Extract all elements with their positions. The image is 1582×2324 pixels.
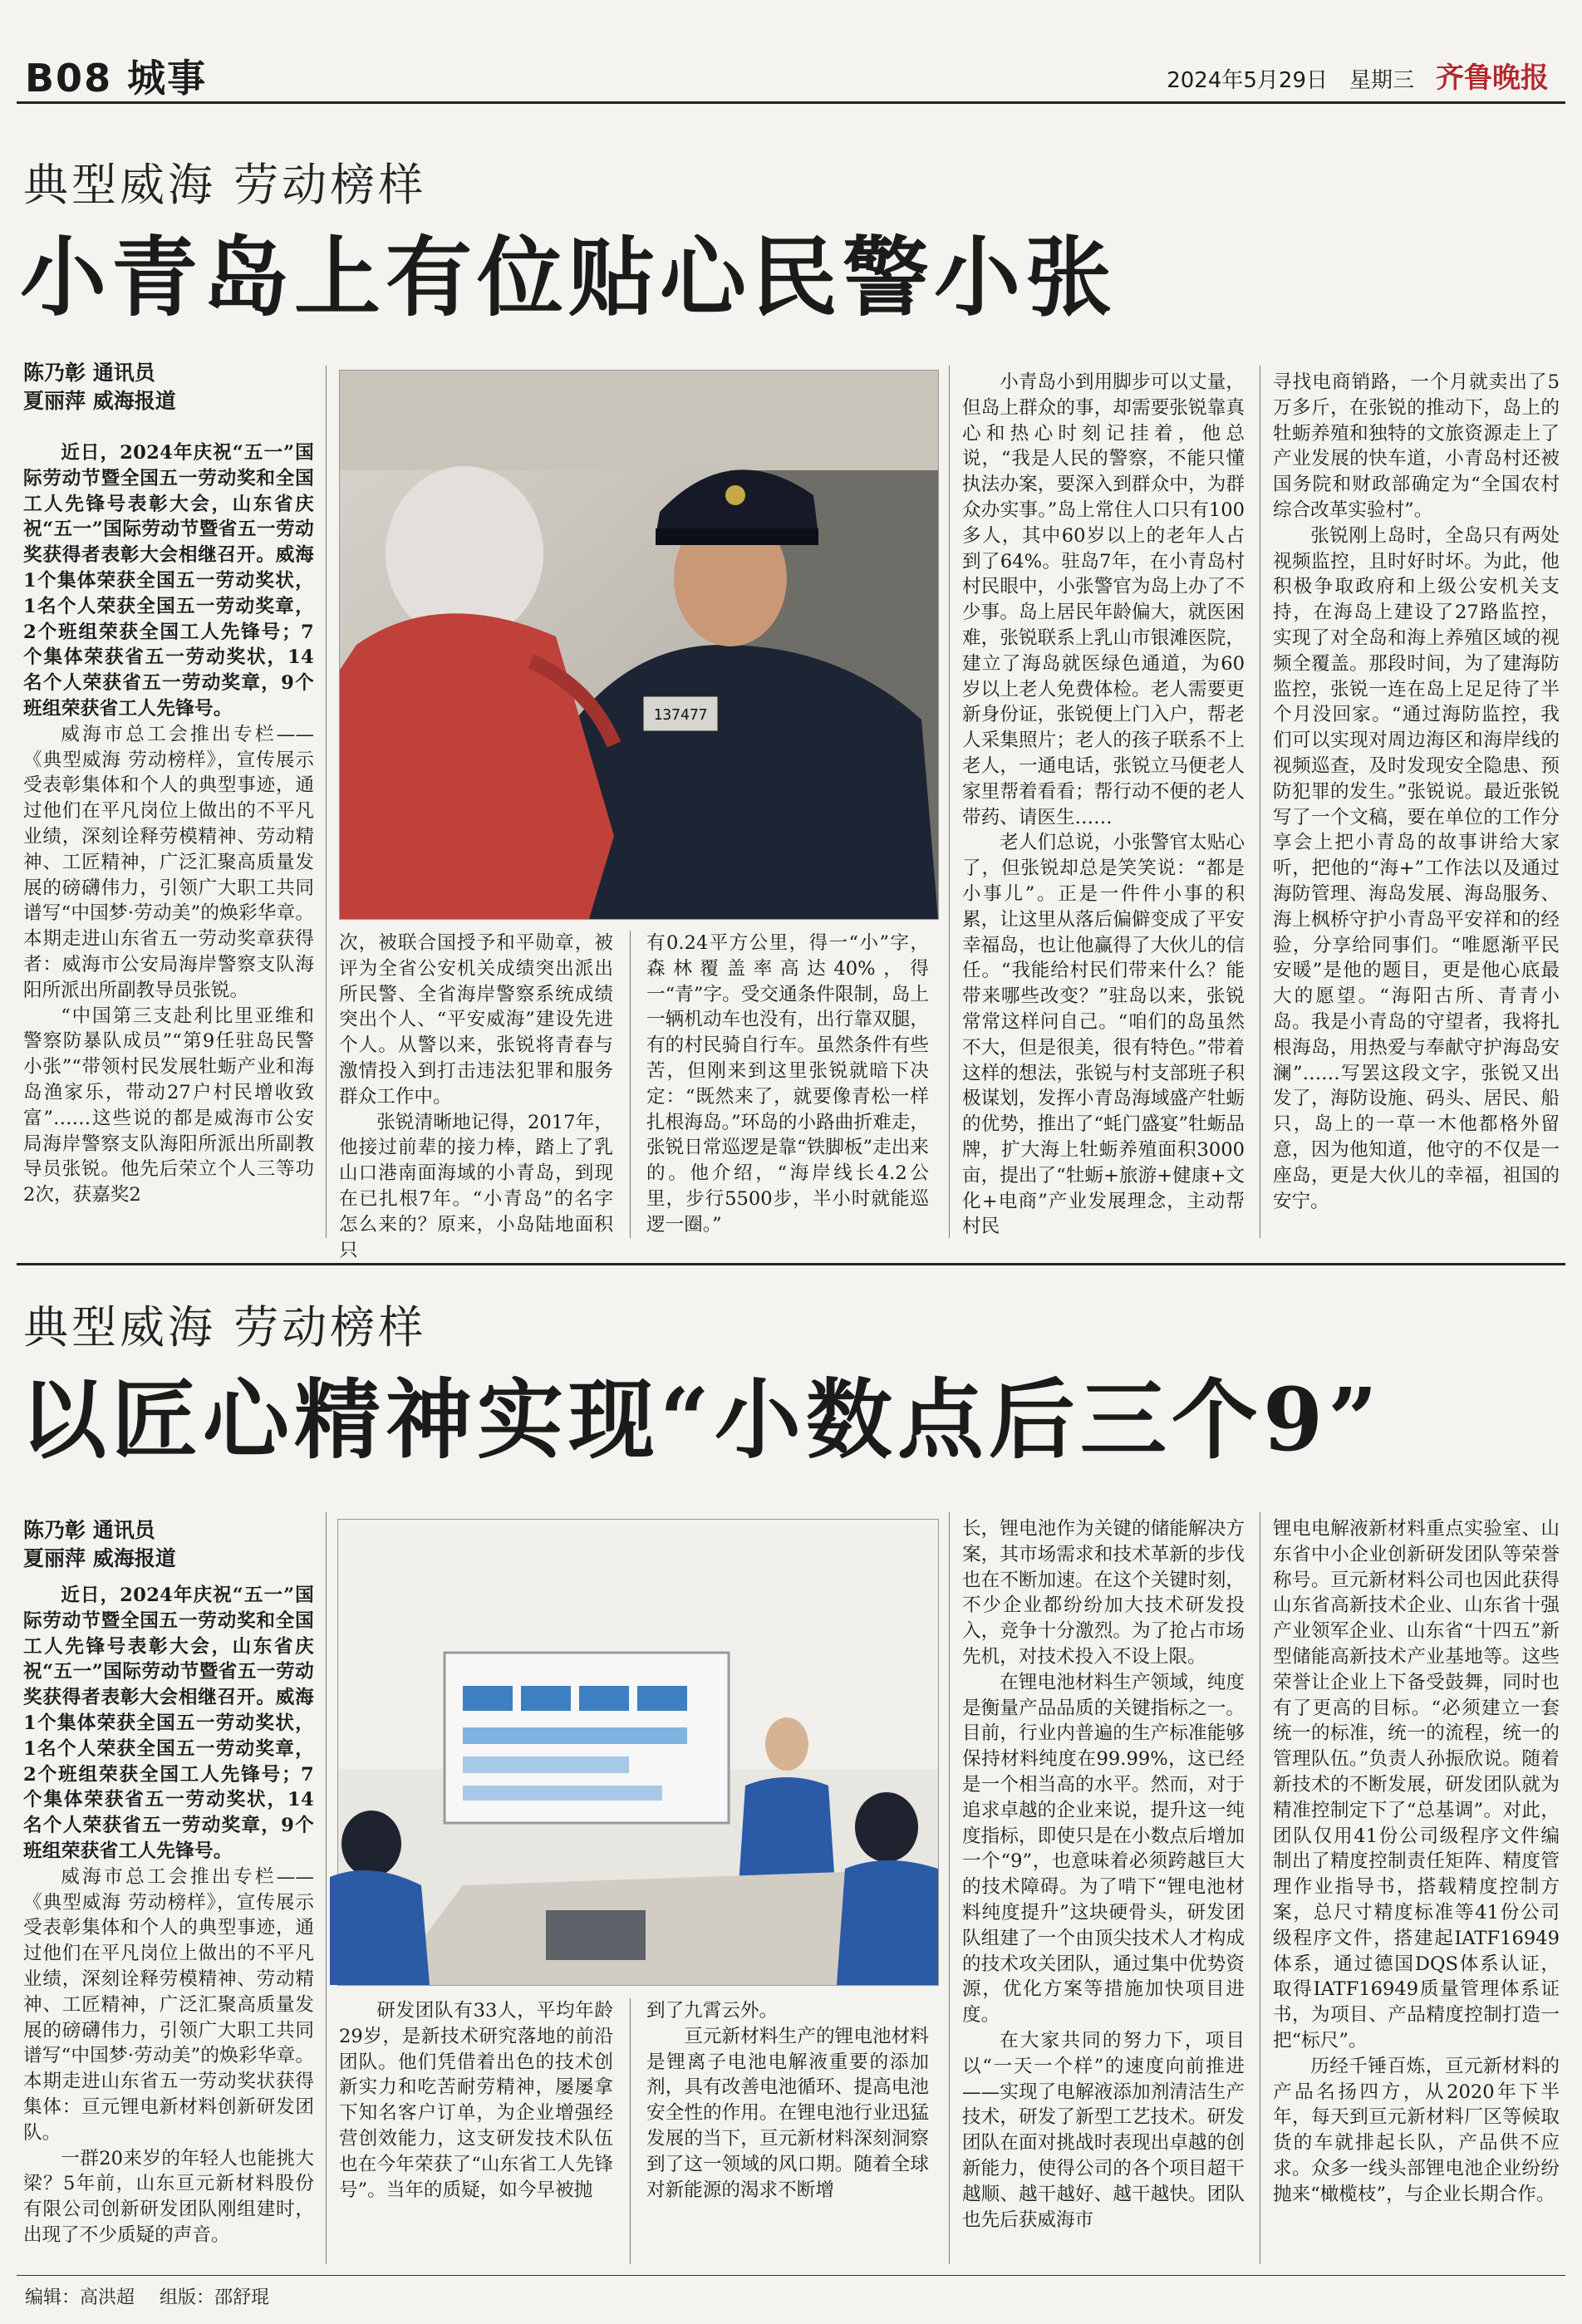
footer-credits <box>25 2283 269 2309</box>
section-label: B08 城事 <box>25 56 208 101</box>
article2-headline: 以匠心精神实现“小数点后三个9” <box>20 1368 1383 1471</box>
paragraph: 到了九霄云外。 <box>646 2000 779 2022</box>
column-divider <box>326 366 327 1238</box>
paragraph: 小青岛小到用脚步可以丈量，但岛上群众的事，却需要张锐靠真心和热心时刻记挂着，他总说，“我是人民的警察，不能只懂执法办案，要深入到群众中，为群众办实事。”岛上常住人口只有100多人，其中60岁以上的老年人占到了64%。驻岛7年，在小青岛村村民眼中，小张警官为岛上办了不少事。岛上居民年龄偏大，就医困难，张锐联系上乳山市银滩医院，建立了海岛就医绿色通道，为60岁以上老人免费体检。老人需要更新身份证，张锐便上门入户，帮老人采集照片；老人的孩子联系不上老人，一通电话，张锐立马便老人家里帮着看看；帮行动不便的老人带药、请医生…… <box>962 371 1245 828</box>
article1-photo <box>339 370 939 920</box>
article1-column-2 <box>339 931 613 1261</box>
paragraph: 锂电电解液新材料重点实验室、山东省中小企业创新研发团队等荣誉称号。亘元新材料公司也因此获得山东省高新技术企业、山东省十强产业领军企业、山东省“十四五”新型储能高新技术产业基地等。这些荣誉让企业上下备受鼓舞，同时也有了更高的目标。“必须建立一套统一的标准，统一的流程，统一的管理队伍。”负责人孙振欣说。随着新技术的不断发展，研发团队就为精准控制定下了“总基调”。对此，团队仅用41份公司级程序文件编制出了精度控制责任矩阵、精度管理作业指导书，搭载精度控制方案，总尺寸精度标准等41份公司级程序文件，搭建起IATF16949体系，通过德国DQS体系认证，取得IATF16949质量管理体系证书，为项目、产品精度控制打造一把“标尺”。 <box>1273 1518 1560 2051</box>
badge-number: 137477 <box>653 706 708 724</box>
paragraph: 一群20来岁的年轻人也能挑大梁？5年前，山东亘元新材料股份有限公司创新研发团队刚组建时，出现了不少质疑的声音。 <box>23 2147 314 2246</box>
article1-column-5 <box>1273 370 1560 1238</box>
lab-meeting-photo-illustration <box>338 1520 938 1985</box>
article2-kicker: 典型威海 劳动榜样 <box>23 1301 427 1354</box>
article2-column-2 <box>339 1998 613 2264</box>
article1-kicker: 典型威海 劳动榜样 <box>23 159 427 211</box>
column-divider <box>630 1998 631 2264</box>
footer-rule <box>17 2275 1565 2276</box>
layout-credit: 组版：邵舒琨 <box>160 2287 270 2308</box>
column-divider <box>949 1512 950 2264</box>
paragraph: 长，锂电池作为关键的储能解决方案，其市场需求和技术革新的步伐也在不断加速。在这个关键时刻，不少企业都纷纷加大技术研发投入，竞争十分激烈。为了抢占市场先机，对技术投入不设上限。 <box>962 1518 1245 1668</box>
article1-byline <box>23 359 176 415</box>
byline-line: 夏丽萍 威海报道 <box>23 1546 176 1570</box>
byline-line: 陈乃彰 通讯员 <box>23 361 155 385</box>
article2-column-5 <box>1273 1516 1560 2264</box>
paragraph: 研发团队有33人，平均年龄29岁，是新技术研究落地的前沿团队。他们凭借着出色的技术创新实力和吃苦耐劳精神，屡屡拿下知名客户订单，为企业增强经营创效能力，这支研发技术队伍也在今年荣获了“山东省工人先锋号”。当年的质疑，如今早被抛 <box>339 2000 613 2201</box>
paragraph: 老人们总说，小张警官太贴心了，但张锐却总是笑笑说：“都是小事儿”。正是一件件小事的积累，让这里从落后偏僻变成了平安幸福岛，也让他赢得了大伙儿的信任。“我能给村民们带来什么？能带来哪些改变？”驻岛以来，张锐常常这样问自己。“咱们的岛虽然不大，但是很美，很有特色。”带着这样的想法，张锐与村支部班子积极谋划，发挥小青岛海域盛产牡蛎的优势，推出了“蚝门盛宴”牡蛎品牌，扩大海上牡蛎养殖面积3000亩，提出了“牡蛎+旅游+健康+文化+电商”产业发展理念，主动帮村民 <box>962 832 1245 1238</box>
police-photo-illustration <box>340 371 938 919</box>
masthead-right <box>1167 55 1549 96</box>
paragraph: 近日，2024年庆祝“五一”国际劳动节暨全国五一劳动奖和全国工人先锋号表彰大会，山东省庆祝“五一”国际劳动节暨省五一劳动奖获得者表彰大会相继召开。威海1个集体荣获全国五一劳动奖状，1名个人荣获全国五一劳动奖章，2个班组荣获全国工人先锋号；7个集体荣获省五一劳动奖状，14名个人荣获省五一劳动奖章，9个班组荣获省工人先锋号。 <box>23 1585 314 1862</box>
paragraph: 威海市总工会推出专栏——《典型威海 劳动榜样》，宣传展示受表彰集体和个人的典型事迹，通过他们在平凡岗位上做出的不平凡业绩，深刻诠释劳模精神、劳动精神、工匠精神，广泛汇聚高质量发展的磅礴伟力，引领广大职工共同谱写“中国梦·劳动美”的焕彩华章。本期走进山东省五一劳动奖状获得集体：亘元锂电新材料创新研发团队。 <box>23 1865 314 2144</box>
article1-column-4 <box>962 370 1245 1238</box>
editor-credit: 编辑：高洪超 <box>25 2287 135 2308</box>
issue-weekday: 星期三 <box>1349 68 1414 93</box>
article2-byline <box>23 1516 176 1573</box>
issue-date: 2024年5月29日 <box>1167 68 1328 93</box>
article1-column-3 <box>646 931 929 1238</box>
column-divider <box>630 931 631 1238</box>
paragraph: 历经千锤百炼，亘元新材料的产品名扬四方，从2020年下半年，每天到亘元新材料厂区等候取货的车就排起长队，产品供不应求。众多一线头部锂电池企业纷纷抛来“橄榄枝”，与企业长期合作。 <box>1273 2055 1560 2205</box>
paragraph: 在大家共同的努力下，项目以“一天一个样”的速度向前推进——实现了电解液添加剂清洁生产技术，研发了新型工艺技术。研发团队在面对挑战时表现出卓越的创新能力，使得公司的各个项目超干越顺、越干越好、越干越快。团队也先后获威海市 <box>962 2029 1245 2231</box>
paragraph: 在锂电池材料生产领域，纯度是衡量产品品质的关键指标之一。目前，行业内普遍的生产标准能够保持材料纯度在99.99%，这已经是一个相当高的水平。然而，对于追求卓越的企业来说，提升这一纯度指标，即使只是在小数点后增加一个“9”，也意味着必须跨越巨大的技术障碍。为了啃下“锂电池材料纯度提升”这块硬骨头，研发团队组建了一个由顶尖技术人才构成的技术攻关团队，通过集中优势资源，优化方案等措施加快项目进度。 <box>962 1671 1245 2027</box>
byline-line: 夏丽萍 威海报道 <box>23 389 176 413</box>
paragraph: 亘元新材料生产的锂电池材料是锂离子电池电解液重要的添加剂，具有改善电池循环、提高电池安全性的作用。在锂电池行业迅猛发展的当下，亘元新材料深刻洞察到了这一领域的风口期。随着全球对新能源的渴求不断增 <box>646 2025 929 2201</box>
article1-column-1 <box>23 440 314 1230</box>
paragraph: 威海市总工会推出专栏——《典型威海 劳动榜样》，宣传展示受表彰集体和个人的典型事迹，通过他们在平凡岗位上做出的不平凡业绩，深刻诠释劳模精神、劳动精神、工匠精神，广泛汇聚高质量发展的磅礴伟力，引领广大职工共同谱写“中国梦·劳动美”的焕彩华章。本期走进山东省五一劳动奖章获得者：威海市公安局海岸警察支队海阳所派出所副教导员张锐。 <box>23 723 314 1001</box>
paragraph: 有0.24平方公里，得一“小”字，森林覆盖率高达40%，得一“青”字。受交通条件限制，岛上一辆机动车也没有，出行靠双腿，有的村民骑自行车。虽然条件有些苦，但刚来到这里张锐就暗下决定：“既然来了，就要像青松一样扎根海岛。”环岛的小路曲折难走，张锐日常巡逻是靠“铁脚板”走出来的。他介绍，“海岸线长4.2公里，步行5500步，半小时就能巡逻一圈。” <box>646 932 929 1236</box>
paragraph: 寻找电商销路，一个月就卖出了5万多斤，在张锐的推动下，岛上的牡蛎养殖和独特的文旅资源走上了产业发展的快车道，小青岛村还被国务院和财政部确定为“全国农村综合改革实验村”。 <box>1273 371 1560 521</box>
article2-photo <box>337 1519 939 1986</box>
paragraph: 近日，2024年庆祝“五一”国际劳动节暨全国五一劳动奖和全国工人先锋号表彰大会，山东省庆祝“五一”国际劳动节暨省五一劳动奖获得者表彰大会相继召开。威海1个集体荣获全国五一劳动奖状，1名个人荣获全国五一劳动奖章，2个班组荣获全国工人先锋号；7个集体荣获省五一劳动奖状，14名个人荣获省五一劳动奖章，9个班组荣获省工人先锋号。 <box>23 442 314 720</box>
masthead-rule <box>17 101 1565 104</box>
paragraph: 张锐清晰地记得，2017年，他接过前辈的接力棒，踏上了乳山口港南面海域的小青岛，到现在已扎根7年。“小青岛”的名字怎么来的？原来，小岛陆地面积只 <box>339 1111 613 1261</box>
paragraph: 张锐刚上岛时，全岛只有两处视频监控，且时好时坏。为此，他积极争取政府和上级公安机关支持，在海岛上建设了27路监控，实现了对全岛和海上养殖区域的视频全覆盖。那段时间，为了建海防监控，张锐一连在岛上足足待了半个月没回家。“通过海防监控，我们可以实现对周边海区和海岸线的视频巡查，及时发现安全隐患、预防犯罪的发生。”张锐说。最近张锐写了一个文稿，要在单位的工作分享会上把小青岛的故事讲给大家听，把他的“海+”工作法以及通过海防管理、海岛发展、海岛服务、海上枫桥守护小青岛平安祥和的经验，分享给同事们。“唯愿渐平民安暖”是他的题目，更是他心底最大的愿望。“海阳古所、青青小岛。我是小青岛的守望者，我将扎根海岛，用热爱与奉献守护海岛安澜”……写罢这段文字，张锐又出发了，海防设施、码头、居民、船只，岛上的一草一木他都格外留意，因为他知道，他守的不仅是一座岛，更是大伙儿的幸福，祖国的安宁。 <box>1273 524 1560 1212</box>
paragraph: “中国第三支赴利比里亚维和警察防暴队成员”“第9任驻岛民警小张”“带领村民发展牡蛎产业和海岛渔家乐，带动27户村民增收致富”……这些说的都是威海市公安局海岸警察支队海阳所派出所副教导员张锐。他先后荣立个人三等功2次，获嘉奖2 <box>23 1005 314 1206</box>
article2-column-1 <box>23 1583 314 2264</box>
paper-logo: 齐鲁晚报 <box>1436 61 1549 95</box>
paragraph: 次，被联合国授予和平勋章，被评为全省公安机关成绩突出派出所民警、全省海岸警察系统成绩突出个人、“平安威海”建设先进个人。从警以来，张锐将青春与激情投入到打击违法犯罪和服务群众工作中。 <box>339 932 613 1108</box>
column-divider <box>326 1512 327 2264</box>
article2-column-4 <box>962 1516 1245 2264</box>
article1-headline: 小青岛上有位贴心民警小张 <box>20 226 1118 328</box>
article2-column-3 <box>646 1998 929 2264</box>
article-separator <box>17 1263 1565 1265</box>
byline-line: 陈乃彰 通讯员 <box>23 1518 155 1542</box>
column-divider <box>949 366 950 1238</box>
